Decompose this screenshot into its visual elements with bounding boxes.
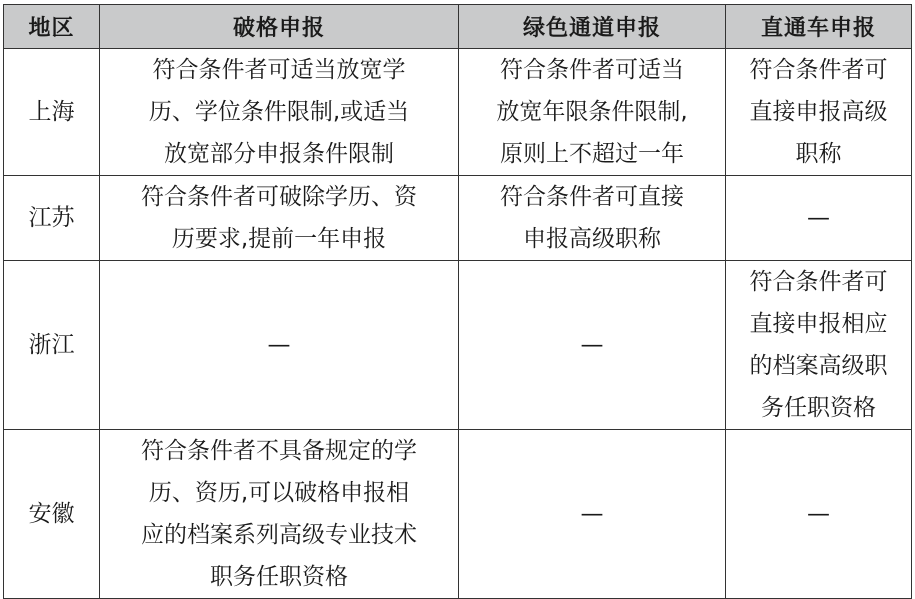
direct-text: — [807, 501, 830, 527]
pogue-cell [100, 49, 459, 176]
green-text: — [580, 332, 604, 358]
direct-cell [726, 176, 912, 261]
region-label: 江苏 [28, 205, 75, 231]
direct-cell [726, 430, 912, 599]
region-cell [4, 176, 100, 261]
green-cell [459, 49, 726, 176]
direct-text: 符合条件者可 直接申报高级 职称 [749, 57, 888, 167]
pogue-text: 符合条件者可适当放宽学 历、学位条件限制,或适当 放宽部分申报条件限制 [148, 57, 410, 167]
table-container [3, 4, 911, 590]
header-region: 地区 [4, 5, 100, 49]
table-row [4, 261, 912, 430]
direct-text: 符合条件者可 直接申报相应 的档案高级职 务任职资格 [749, 269, 888, 421]
pogue-cell [100, 261, 459, 430]
table-row [4, 430, 912, 599]
green-text: — [580, 501, 604, 527]
region-cell [4, 49, 100, 176]
table-row [4, 176, 912, 261]
region-label: 浙江 [28, 332, 75, 358]
header-pogue: 破格申报 [100, 5, 459, 49]
policy-comparison-table [3, 4, 912, 599]
pogue-text: — [267, 332, 291, 358]
green-cell [459, 261, 726, 430]
direct-text: — [807, 205, 830, 231]
direct-cell [726, 49, 912, 176]
direct-cell [726, 261, 912, 430]
region-label: 安徽 [28, 501, 75, 527]
pogue-cell [100, 176, 459, 261]
pogue-text: 符合条件者不具备规定的学 历、资历,可以破格申报相 应的档案系列高级专业技术 职务任职资格 [141, 438, 417, 590]
table-row [4, 49, 912, 176]
region-cell [4, 430, 100, 599]
pogue-text: 符合条件者可破除学历、资 历要求,提前一年申报 [141, 184, 417, 252]
green-cell [459, 430, 726, 599]
region-label: 上海 [28, 99, 75, 125]
pogue-cell [100, 430, 459, 599]
header-direct: 直通车申报 [726, 5, 912, 49]
header-green-channel: 绿色通道申报 [459, 5, 726, 49]
green-cell [459, 176, 726, 261]
green-text: 符合条件者可适当 放宽年限条件限制, 原则上不超过一年 [496, 57, 688, 167]
green-text: 符合条件者可直接 申报高级职称 [500, 184, 684, 252]
region-cell [4, 261, 100, 430]
header-row [4, 5, 912, 49]
